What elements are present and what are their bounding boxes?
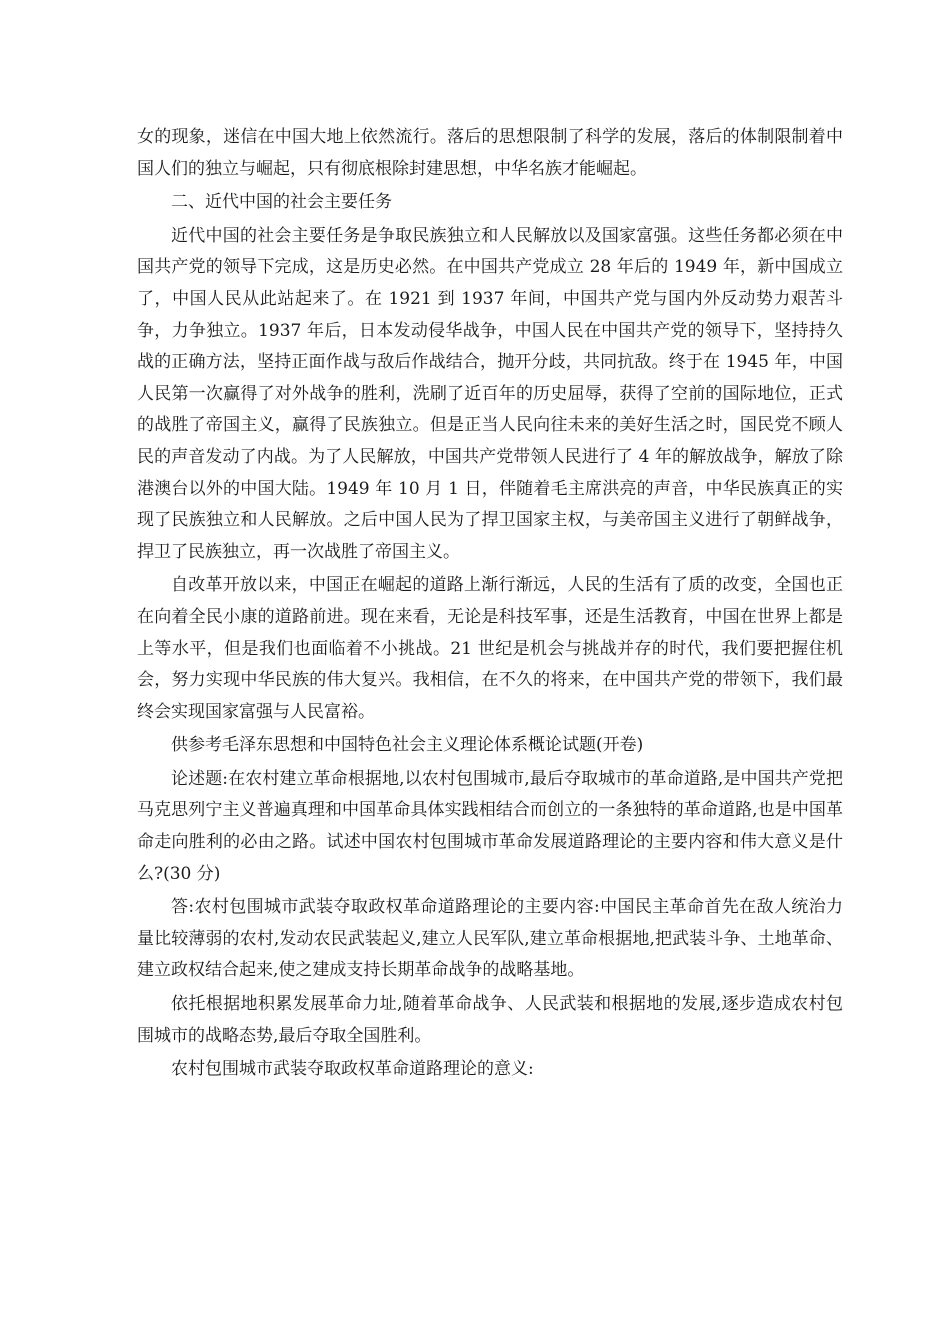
significance-heading: 农村包围城市武装夺取政权革命道路理论的意义:	[171, 1059, 534, 1080]
exam-title: 供参考毛泽东思想和中国特色社会主义理论体系概论试题(开卷)	[171, 735, 644, 756]
essay-question: 论述题:在农村建立革命根据地,以农村包围城市,最后夺取城市的革命道路,是中国共产党把马克思列宁主义普遍真理和中国革命具体实践相结合而创立的一条独特的革命道路,也是中国革命走向胜利的必由之路。试述中国农村包围城市革命发展道路理论的主要内容和伟大意义是什么?(30 分)	[137, 768, 843, 884]
answer-continuation: 依托根据地积累发展革命力址,随着革命战争、人民武装和根据地的发展,逐步造成农村包围城市的战略态势,最后夺取全国胜利。	[137, 994, 843, 1046]
paragraph-continuation: 女的现象，迷信在中国大地上依然流行。落后的思想限制了科学的发展，落后的体制限制着中国人们的独立与崛起，只有彻底根除封建思想，中华名族才能崛起。	[137, 127, 843, 179]
document-body	[137, 122, 843, 1086]
section-heading: 二、近代中国的社会主要任务	[171, 192, 392, 213]
answer-paragraph: 答:农村包围城市武装夺取政权革命道路理论的主要内容:中国民主革命首先在敌人统治力量比较薄弱的农村,发动农民武装起义,建立人民军队,建立革命根据地,把武装斗争、土地革命、建立政权结合起来,使之建成支持长期革命战争的战略基地。	[137, 897, 843, 981]
paragraph-reform-opening: 自改革开放以来，中国正在崛起的道路上渐行渐远，人民的生活有了质的改变，全国也正在向着全民小康的道路前进。现在来看，无论是科技军事，还是生活教育，中国在世界上都是上等水平，但是我们也面临着不小挑战。21 世纪是机会与挑战并存的时代，我们要把握住机会，努力实现中华民族的伟大复兴。我相信，在不久的将来，在中国共产党的带领下，我们最终会实现国家富强与人民富裕。	[137, 575, 843, 722]
paragraph-main-tasks: 近代中国的社会主要任务是争取民族独立和人民解放以及国家富强。这些任务都必须在中国共产党的领导下完成，这是历史必然。在中国共产党成立 28 年后的 1949 年，新中国成立了，中国人民从此站起来了。在 1921 到 1937 年间，中国共产党与国内外反动势力艰苦斗争，力争独立。1937 年后，日本发动侵华战争，中国人民在中国共产党的领导下，坚持持久战的正确方法，坚持正面作战与敌后作战结合，抛开分歧，共同抗敌。终于在 1945 年，中国人民第一次赢得了对外战争的胜利，洗刷了近百年的历史屈辱，获得了空前的国际地位，正式的战胜了帝国主义，赢得了民族独立。但是正当人民向往未来的美好生活之时，国民党不顾人民的声音发动了内战。为了人民解放，中国共产党带领人民进行了 4 年的解放战争，解放了除港澳台以外的中国大陆。1949 年 10 月 1 日，伴随着毛主席洪亮的声音，中华民族真正的实现了民族独立和人民解放。之后中国人民为了捍卫国家主权，与美帝国主义进行了朝鲜战争，捍卫了民族独立，再一次战胜了帝国主义。	[137, 225, 843, 562]
